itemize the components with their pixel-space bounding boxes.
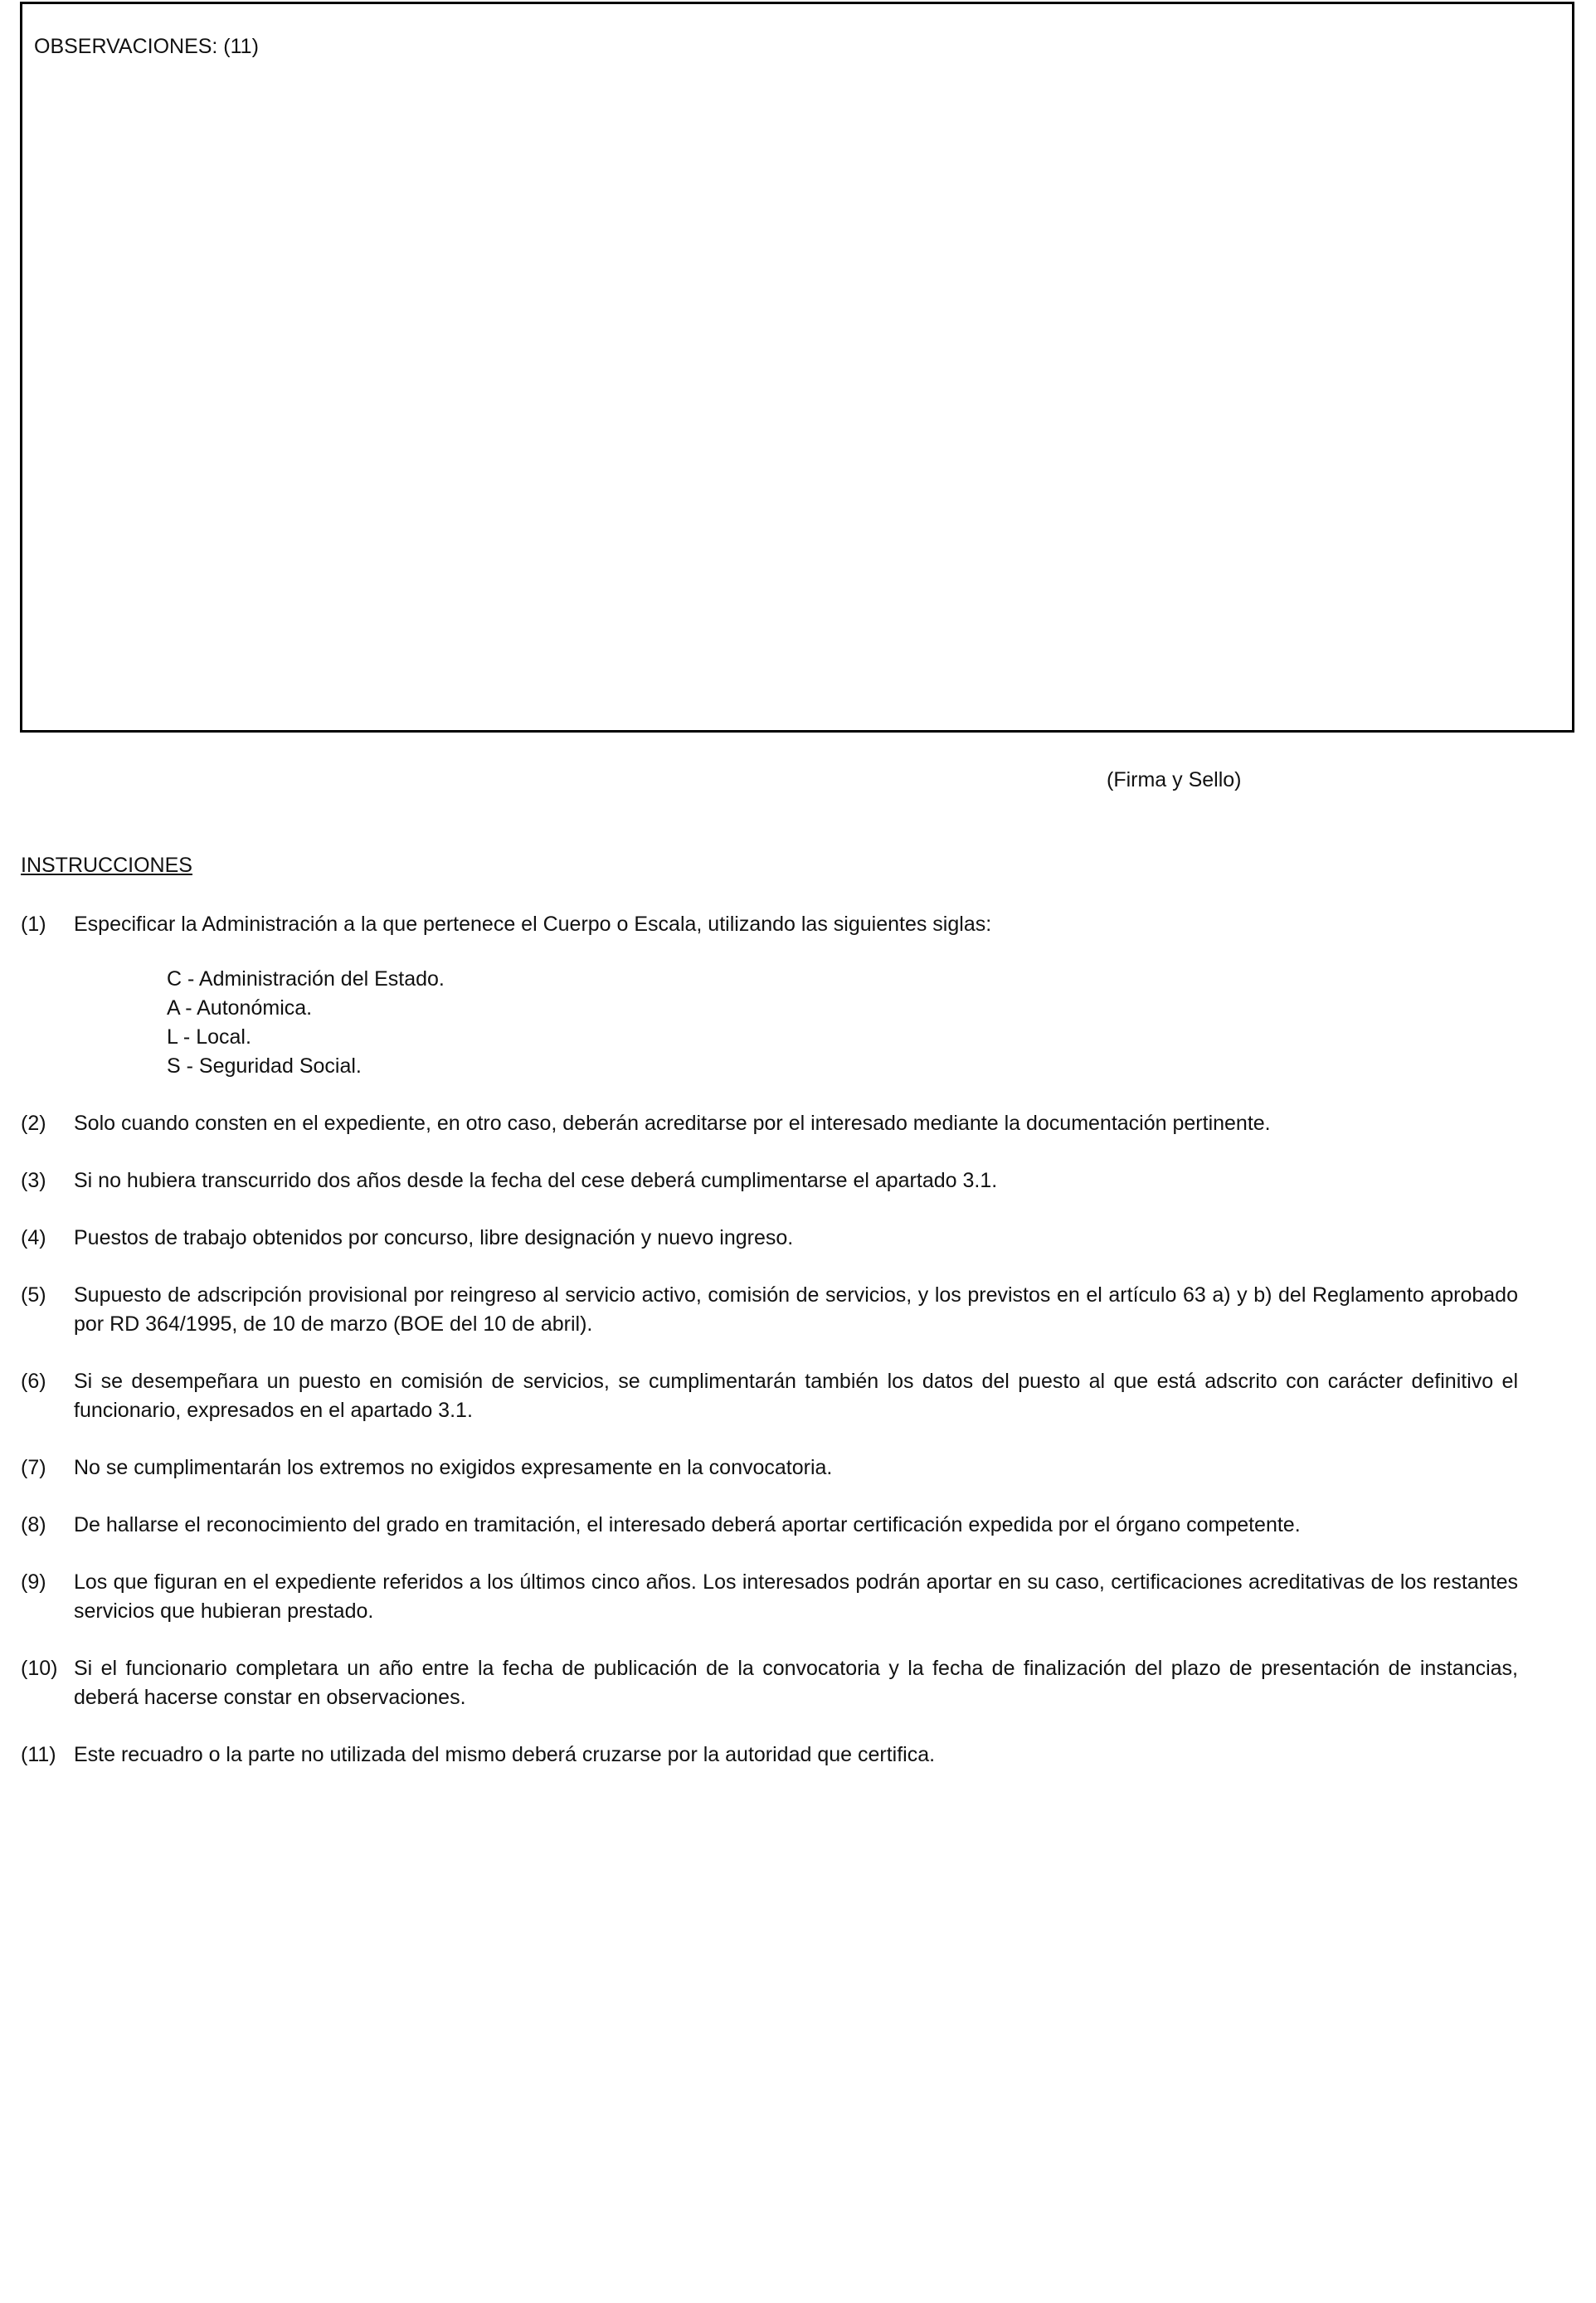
firma-sello-label: (Firma y Sello) [1107,768,1242,791]
instruction-item-8 [21,1511,1518,1540]
instruction-item-7 [21,1453,1518,1483]
instruction-number: (10) [21,1657,58,1680]
instruction-item-6 [21,1367,1518,1425]
instruction-number: (2) [21,1112,46,1135]
instruction-text-main: Especificar la Administración a la que pertenece el Cuerpo o Escala, utilizando las siguientes siglas: [74,913,992,936]
instruction-text: Puestos de trabajo obtenidos por concurso, libre designación y nuevo ingreso. [74,1226,794,1249]
instruction-item-11 [21,1741,1518,1770]
observaciones-box [20,2,1574,733]
instrucciones-heading: INSTRUCCIONES [21,854,192,877]
instruction-text: Los que figuran en el expediente referidos a los últimos cinco años. Los interesados podrán aportar en su caso, certificaciones acreditativas de los restantes servicios que hubieran prestado. [74,1570,1518,1623]
instruction-text: No se cumplimentarán los extremos no exigidos expresamente en la convocatoria. [74,1456,833,1479]
sigla-item: A - Autonómica. [167,996,313,1020]
instruction-text: Si no hubiera transcurrido dos años desde la fecha del cese deberá cumplimentarse el apartado 3.1. [74,1169,998,1192]
instruction-number: (5) [21,1283,46,1307]
instruction-item-10 [21,1654,1518,1712]
instrucciones-list [21,910,1518,1798]
instruction-text: Supuesto de adscripción provisional por reingreso al servicio activo, comisión de servicios, y los previstos en el artículo 63 a) y b) del Reglamento aprobado por RD 364/1995, de 10 de marzo (BOE del 10 de abril). [74,1283,1518,1336]
instruction-number: (1) [21,913,46,936]
instruction-text: Si se desempeñara un puesto en comisión de servicios, se cumplimentarán también los datos del puesto al que está adscrito con carácter definitivo el funcionario, expresados en el apartado 3.1. [74,1370,1518,1422]
instruction-number: (3) [21,1169,46,1192]
instruction-text: Este recuadro o la parte no utilizada del mismo deberá cruzarse por la autoridad que certifica. [74,1743,936,1766]
sigla-item: L - Local. [167,1025,251,1049]
instruction-text: Si el funcionario completara un año entre la fecha de publicación de la convocatoria y la fecha de finalización del plazo de presentación de instancias, deberá hacerse constar en observaciones. [74,1657,1518,1709]
instruction-number: (9) [21,1570,46,1594]
siglas-list [167,965,1518,1081]
sigla-item: C - Administración del Estado. [167,967,445,991]
sigla-item: S - Seguridad Social. [167,1054,362,1078]
instruction-number: (7) [21,1456,46,1479]
observaciones-label: OBSERVACIONES: (11) [34,35,259,58]
instruction-item-9 [21,1568,1518,1626]
instruction-number: (8) [21,1513,46,1536]
instruction-item-2 [21,1109,1518,1138]
instruction-number: (11) [21,1743,56,1766]
instruction-number: (6) [21,1370,46,1393]
instruction-number: (4) [21,1226,46,1249]
instruction-item-1 [21,910,1518,1081]
instruction-item-3 [21,1166,1518,1195]
instruction-text: Solo cuando consten en el expediente, en otro caso, deberán acreditarse por el interesado mediante la documentación pertinente. [74,1112,1271,1135]
instruction-text [74,910,1518,1081]
instruction-text: De hallarse el reconocimiento del grado en tramitación, el interesado deberá aportar certificación expedida por el órgano competente. [74,1513,1301,1536]
instruction-item-5 [21,1281,1518,1339]
instruction-item-4 [21,1224,1518,1253]
